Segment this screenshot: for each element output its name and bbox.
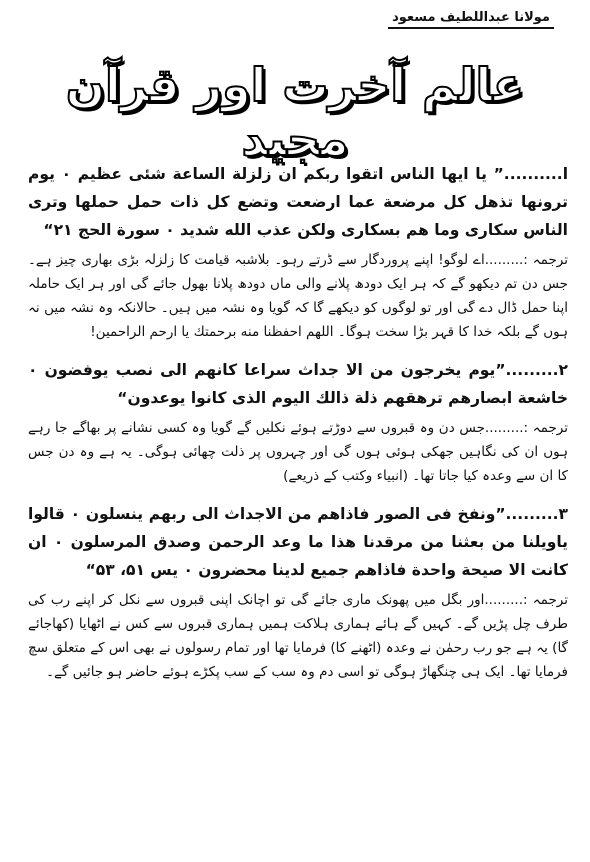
section-2-translation: ترجمہ :.........جس دن وہ قبروں سے دوڑتے ہوئے نکلیں گے گویا وہ کسی نشانے پر بھاگے جا رہے ہوں ان کی نگاہیں جھکی ہوئی ہوں گی اور چہروں پر ذلت چھائی ہوگی۔ یہ ہے وہ دن جس کا ان سے وعدہ کیا جاتا تھا۔ (انبیاء وکتب کے ذریعے) <box>28 420 568 484</box>
section-2-arabic: ۲.........”يوم يخرجون من الا جداث سراعا كانهم الى نصب يوفضون ۰ خاشعة ابصارهم ترهقهم ذلة ذالك اليوم الذى كانوا يوعدون“ <box>28 361 568 407</box>
section-3-arabic: ۳.........”ونفخ فى الصور فاذاهم من الاجداث الى ربهم ينسلون ۰ قالوا ياويلنا من بعثنا من مرقدنا هذا ما وعد الرحمن وصدق المرسلون ۰ ان كانت الا صيحة واحدة فاذاهم جميع لدينا محضرون ۰ يس ۵۱، ۵۳“ <box>28 505 568 579</box>
page-title: عالم آخرت اور قرآن مجید <box>65 58 525 166</box>
section-1-translation: ترجمہ :.........اے لوگو! اپنے پروردگار سے ڈرتے رہو۔ بلاشبہ قیامت کا زلزلہ بڑی بھاری چیز ہے۔ جس دن تم دیکھو گے کہ ہر ایک دودھ پلانے والی ماں دودھ پلانا بھول جائے گی اور ہر ایک حاملہ اپنا حمل ڈال دے گی اور تو لوگوں کو دیکھے گا کہ گویا وہ نشہ میں ہیں۔ حالانکہ وہ نشہ میں نہ ہوں گے بلکہ خدا کا قہر بڑا سخت ہوگا۔ اللھم احفظنا منه برحمتك يا ارحم الراحمين! <box>28 252 568 340</box>
author-name: مولانا عبداللطیف مسعود <box>388 8 554 29</box>
section-1-arabic: ا..........” يا ايها الناس اتقوا ربكم ان زلزلة الساعة شئى عظيم ۰ يوم ترونها تذهل كل مرضعة عما ارضعت وتضع كل ذات حمل حملها وترى الناس سكارى وما هم بسكارى ولكن عذب الله شديد ۰ سورة الحج ۲۱“ <box>28 165 569 239</box>
article-body <box>28 160 568 684</box>
section-3-translation: ترجمہ :.........اور بگل میں پھونک ماری جائے گی تو اچانک اپنی قبروں سے نکل کر اپنے رب کی طرف چل پڑیں گے۔ کہیں گے ہائے ہماری ہلاکت ہمیں ہماری قبروں سے کس نے اٹھایا (کھاجائے گا) یہ ہے جو رب رحمٰن نے وعدہ (اٹھنے کا) فرمایا تھا اور تمام رسولوں نے بھی اس کے متعلق سچ فرمایا تھا۔ ایک ہی چنگھاڑ ہوگی تو اسی دم وہ سب کے سب پکڑے ہوئے حاضر ہو جائیں گے۔ <box>28 592 568 680</box>
